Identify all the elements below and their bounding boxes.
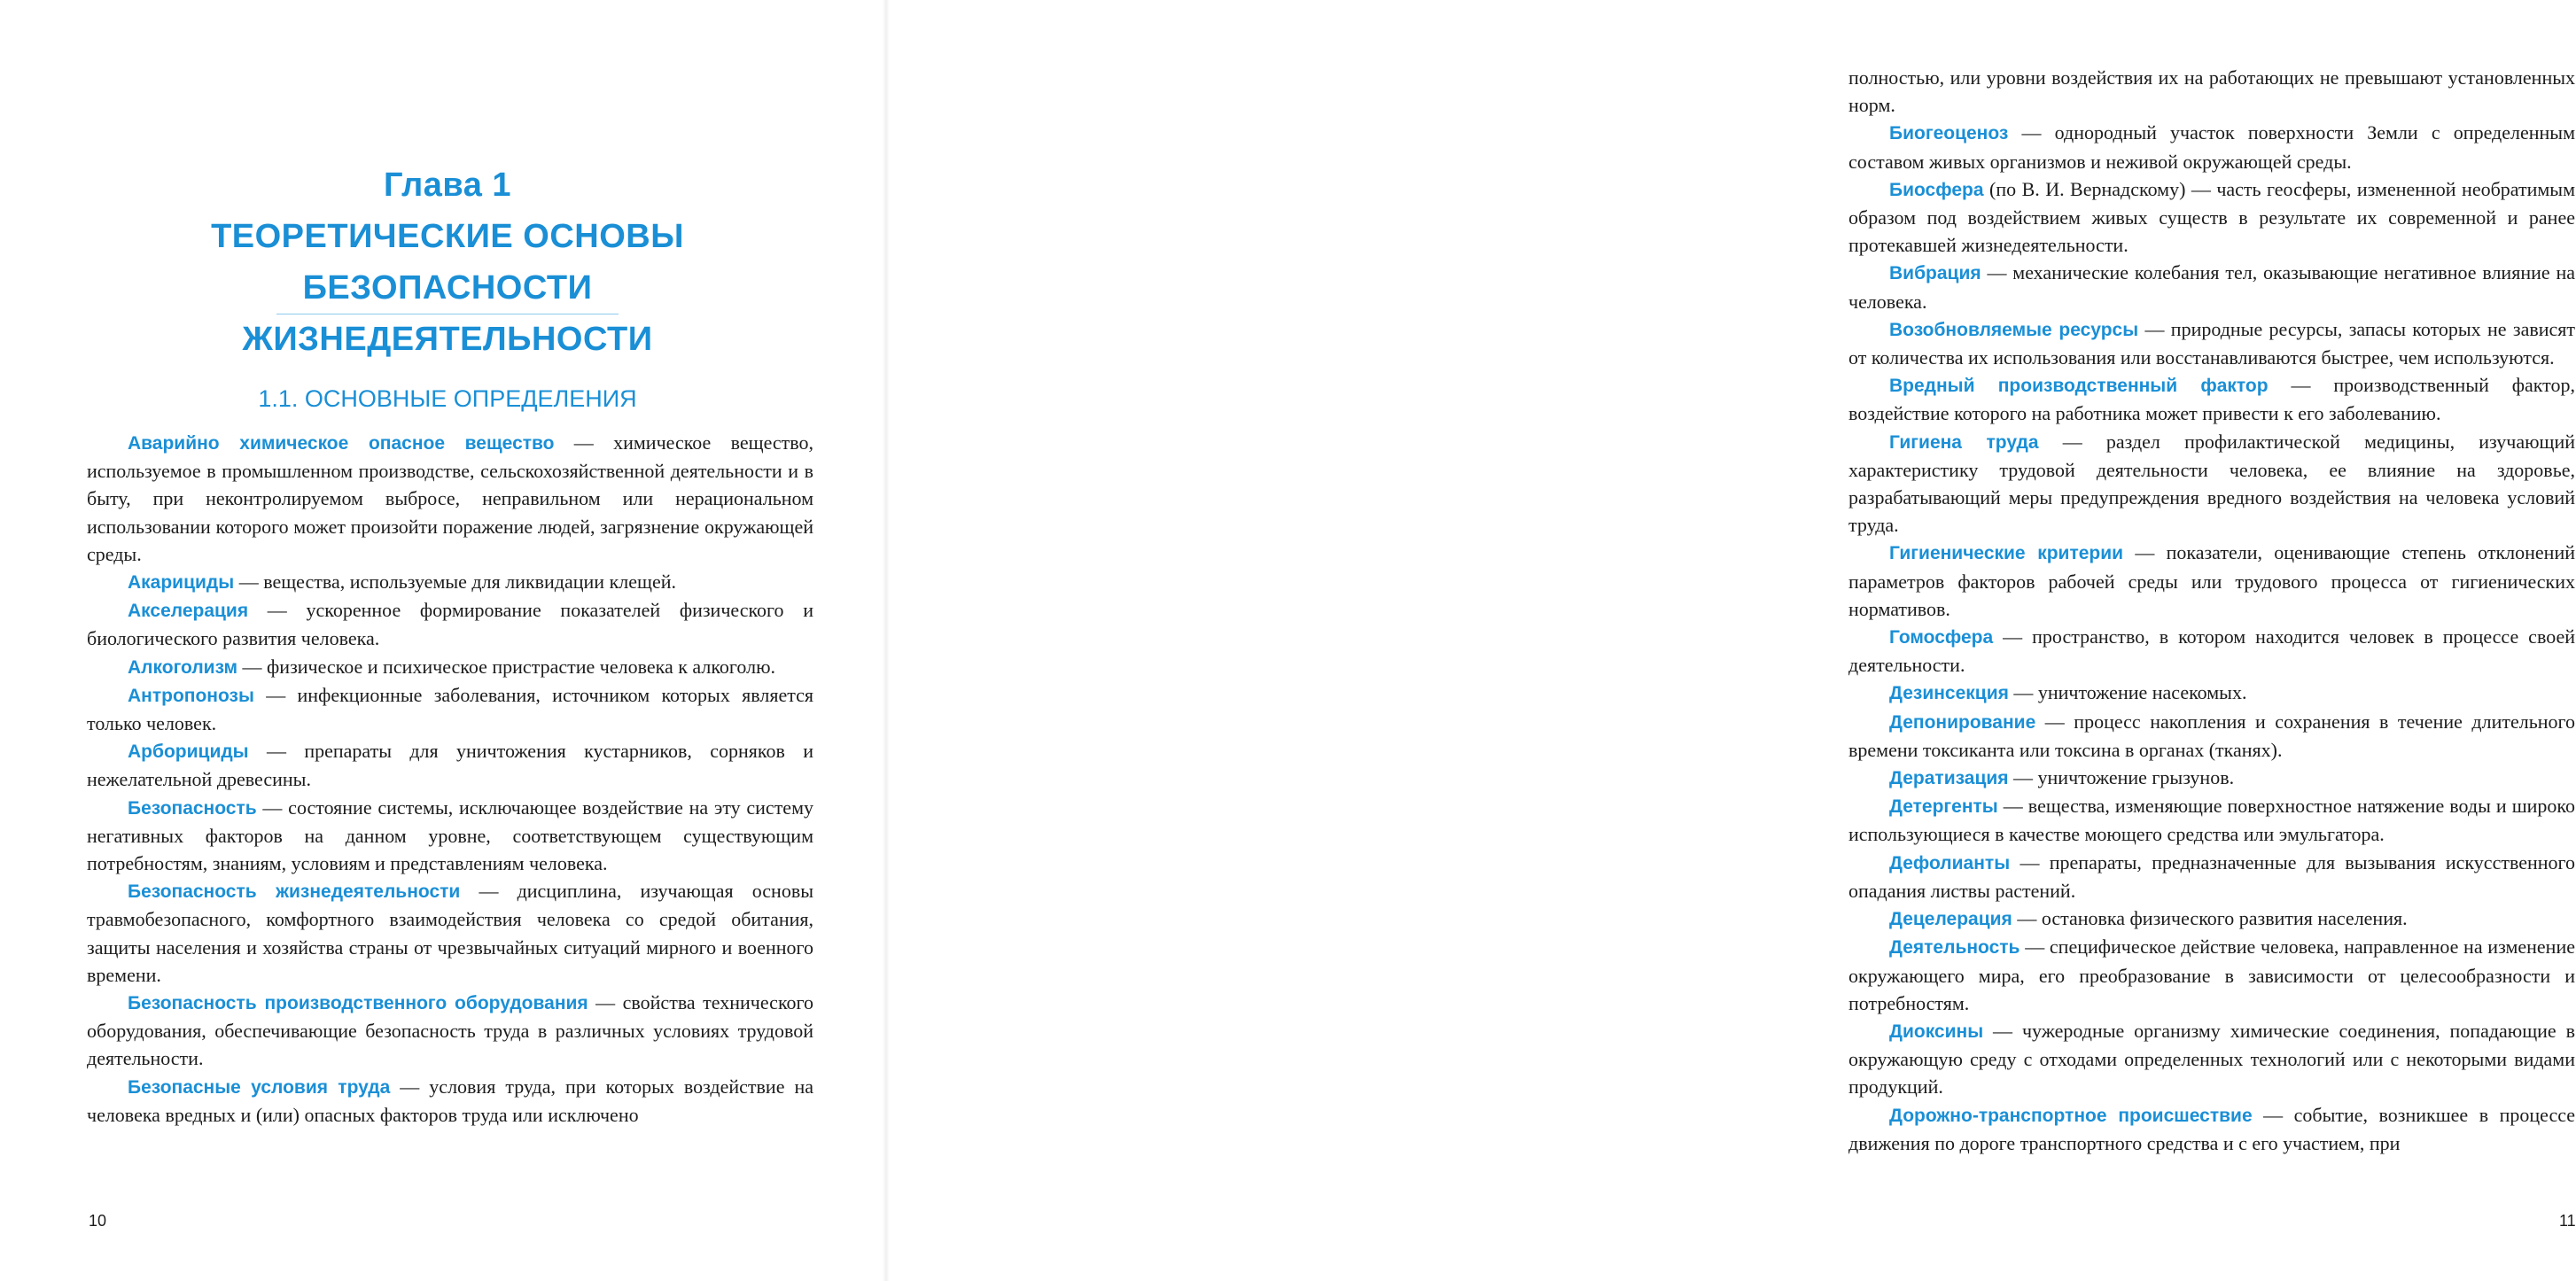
definition-entry [1848,119,2575,175]
definition-text: — процесс накопления и сохранения в течение длительного времени токсиканта или токсина в органах (тканях). [1848,710,2575,761]
definition-term: Антропонозы [128,685,254,706]
definition-text: — показатели, оценивающие степень отклонений параметров факторов рабочей среды или трудового процесса от гигиенических нормативов. [1848,541,2575,620]
definition-text: (по В. И. Вернадскому) — часть геосферы, измененной необратимым образом под воздействием живых существ в результате их современной и ранее протекавшей жизнедеятельности. [1848,177,2575,257]
definition-entry [87,737,813,793]
definition-term: Безопасность жизнедеятельности [128,881,461,903]
right-page-body [1848,64,2575,1157]
chapter-label: Глава 1 [383,167,512,204]
page-number-right: 11 [2559,1212,2576,1230]
definition-term: Алкоголизм [128,656,238,678]
definition-term: Дорожно-транспортное происшествие [1889,1105,2253,1126]
definition-term: Гигиенические критерии [1889,543,2124,564]
definition-term: Вредный производственный фактор [1889,376,2269,397]
definition-term: Безопасные условия труда [128,1076,391,1098]
definition-text: — природные ресурсы, запасы которых не зависят от количества их использования или восстанавливаются быстрее, чем используются. [1848,317,2575,369]
definition-text: — свойства технического оборудования, обеспечивающие безопасность труда в различных условиях трудовой деятельности. [87,991,813,1070]
definition-text: — дисциплина, изучающая основы травмобезопасного, комфортного взаимодействия человека со средой обитания, защиты населения и хозяйства страны от чрезвычайных ситуаций мирного и военного времени. [87,880,813,986]
chapter-heading [89,159,806,365]
definition-entry [1848,259,2575,314]
definition-term: Акселерация [128,601,249,622]
definition-text: — пространство, в котором находится человек в процессе своей деятельности. [1848,625,2575,677]
left-page [0,0,886,1281]
definition-entry [1848,623,2575,679]
definition-term: Деятельность [1889,937,2020,959]
definition-text: — условия труда, при которых воздействие на человека вредных и (или) опасных факторов труда или исключено [87,1075,813,1126]
right-page [886,0,2576,1281]
definition-text: — вещества, используемые для ликвидации клещей. [234,571,676,594]
definition-text: — инфекционные заболевания, источником которых является только человек. [87,683,813,735]
definition-entry [1848,849,2575,904]
definition-entry [1848,539,2575,623]
definition-term: Аварийно химическое опасное вещество [128,433,555,454]
definition-entry [1848,792,2575,848]
definition-text: — ускоренное формирование показателей физического и биологического развития человека. [87,599,813,650]
definition-term: Дефолианты [1889,852,2011,873]
definition-term: Безопасность производственного оборудования [128,993,588,1014]
definition-entry [87,1073,813,1129]
definition-text: — специфическое действие человека, направленное на изменение окружающего мира, его преобразование в зависимости от целесообразности и потребностям. [1848,936,2575,1014]
left-page-body [87,429,813,1129]
definition-term: Детергенты [1889,796,1998,818]
definition-entry [1848,764,2575,792]
definition-text: — раздел профилактической медицины, изучающий характеристику трудовой деятельности человека, ее влияние на здоровье, разрабатывающий меры предупреждения вредного воздействия на человека условий труда. [1848,430,2576,537]
definition-entry [1848,428,2575,540]
definition-term: Гигиена труда [1889,431,2039,453]
definition-term: Дератизация [1889,768,2009,789]
definition-term: Безопасность [128,797,257,819]
definition-term: Дезинсекция [1889,683,2009,704]
definition-entry [87,877,813,989]
definition-entry [1848,175,2575,260]
definition-entry [1848,708,2575,764]
definition-text: — препараты, предназначенные для вызывания искусственного опадания листвы растений. [1848,850,2575,902]
definition-entry [87,429,813,568]
definition-text: — состояние системы, исключающее воздействие на эту систему негативных факторов на данном уровне, соответствующем существующим потребностям, знаниям, условиям и представлениям человека. [87,796,813,875]
definition-entry [1848,371,2575,427]
definition-term: Депонирование [1889,711,2036,733]
definition-entry [87,596,813,652]
definition-text: — химическое вещество, используемое в промышленном производстве, сельскохозяйственной деятельности и в быту, при неконтролируемом выбросе, неправильном или нерациональном использовании которого может произойти поражение людей, загрязнение окружающей среды. [87,431,813,565]
definition-text: — препараты для уничтожения кустарников, сорняков и нежелательной древесины. [87,740,813,791]
definition-text: — производственный фактор, воздействие которого на работника может привести к его заболеванию. [1848,374,2575,425]
definition-text: — вещества, изменяющие поверхностное натяжение воды и широко использующиеся в качестве моющего средства или эмульгатора. [1848,795,2575,846]
definition-entry [87,653,813,681]
definition-text: — однородный участок поверхности Земли с определенным составом живых организмов и неживой окружающей среды. [1848,121,2575,173]
definition-entry [87,989,813,1073]
chapter-title-line-1: ТЕОРЕТИЧЕСКИЕ ОСНОВЫ БЕЗОПАСНОСТИ [211,218,684,307]
definition-term: Биосфера [1889,179,1984,200]
definition-term: Децелерация [1889,909,2012,930]
definition-text: — остановка физического развития населения. [2012,907,2408,930]
definition-text: — механические колебания тел, оказывающие негативное влияние на человека. [1848,261,2575,313]
definition-text: — уничтожение грызунов. [2008,766,2235,789]
definition-text: — чужеродные организму химические соединения, попадающие в окружающую среду с отходами определенных технологий или с некоторыми видами продукций. [1848,1019,2575,1099]
definition-term: Вибрация [1889,263,1981,284]
definition-term: Диоксины [1889,1021,1984,1042]
definition-text: — физическое и психическое пристрастие человека к алкоголю. [237,655,776,678]
definition-entry [87,794,813,878]
chapter-title-line-2: ЖИЗНЕДЕЯТЕЛЬНОСТИ [242,321,653,358]
definition-text: — событие, возникшее в процессе движения по дороге транспортного средства и с его участием, при [1848,1103,2576,1154]
definition-term: Биогеоценоз [1889,123,2009,144]
definition-entry [1848,679,2575,707]
definition-entry [1848,1017,2575,1101]
page-number-left: 10 [89,1212,107,1230]
definition-entry [87,681,813,737]
definition-term: Акарициды [128,572,235,594]
section-title: 1.1. ОСНОВНЫЕ ОПРЕДЕЛЕНИЯ [258,385,637,412]
continued-text: полностью, или уровни воздействия их на работающих не превышают установленных норм. [1848,66,2575,117]
definition-entry [1848,315,2575,371]
definition-term: Возобновляемые ресурсы [1889,319,2139,340]
definition-term: Арборициды [128,741,249,763]
definition-entry [87,568,813,596]
definition-term: Гомосфера [1889,627,1994,648]
definition-entry [1848,933,2575,1017]
definition-text: — уничтожение насекомых. [2008,681,2247,704]
definition-entry [1848,904,2575,933]
definition-entry [1848,1101,2575,1157]
